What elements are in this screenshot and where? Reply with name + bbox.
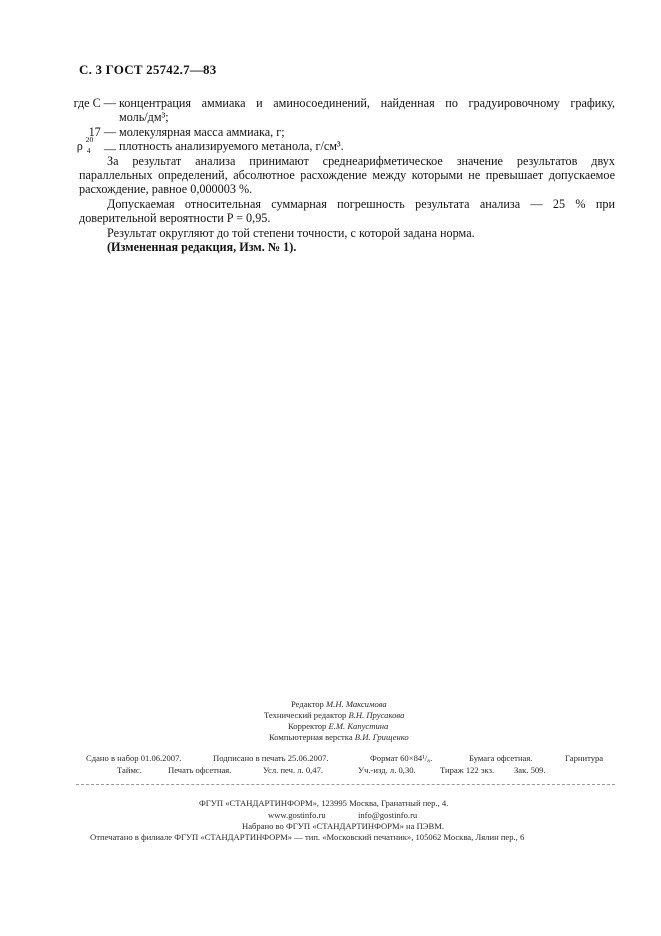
paragraph-result: За результат анализа принимают среднеарифметическое значение результатов двух параллельных определений, абсолютное расхождение между которыми не превышает допускаемое расхождение, равное 0,000003 %.: [79, 153, 615, 197]
credit-tech-editor: Технический редактор В.Н. Прусакова: [264, 710, 405, 720]
print-info-5: Гарнитура: [565, 753, 604, 763]
print-info-2: Подписано в печать 25.06.2007.: [213, 753, 329, 763]
definition-text: молекулярная масса аммиака, г;: [119, 124, 285, 139]
print-info-6: Таймс.: [117, 765, 142, 775]
definition-symbol: 17 —: [88, 124, 116, 139]
print-info-11: Зак. 509.: [514, 765, 546, 775]
publisher-website: www.gostinfo.ru: [268, 810, 326, 820]
rho-symbol: ρ 20 4: [76, 135, 94, 156]
paragraph-error: Допускаемая относительная суммарная погрешность результата анализа — 25 % при доверительной вероятности P = 0,95.: [79, 196, 615, 226]
credit-corrector: Корректор Е.М. Капустина: [288, 721, 389, 731]
credit-layout: Компьютерная верстка В.И. Грищенко: [269, 732, 409, 742]
print-info-7: Печать офсетная.: [168, 765, 232, 775]
definition-density: [76, 135, 615, 157]
definition-text: концентрация аммиака и аминосоединений, найденная по градуировочному графику,: [119, 96, 615, 110]
publisher-address: ФГУП «СТАНДАРТИНФОРМ», 123995 Москва, Гранатный пер., 4.: [199, 798, 449, 808]
print-info-1: Сдано в набор 01.06.2007.: [86, 753, 182, 763]
print-info-9: Уч.-изд. л. 0,30.: [358, 765, 416, 775]
definition-molar-mass: [79, 125, 615, 139]
publisher-email: info@gostinfo.ru: [358, 810, 418, 820]
paragraph-rounding: Результат округляют до той степени точности, с которой задана норма.: [107, 225, 475, 240]
definition-symbol: ρ 20 4 —: [76, 135, 116, 157]
divider-line: [76, 784, 615, 785]
print-info-4: Бумага офсетная.: [469, 753, 533, 763]
print-info-8: Усл. печ. л. 0,47.: [263, 765, 324, 775]
print-info-10: Тираж 122 экз.: [440, 765, 495, 775]
print-info-3: Формат 60×84¹/₈.: [370, 753, 433, 763]
definition-text-cont: моль/дм³;: [119, 110, 169, 125]
definition-symbol: где C —: [73, 96, 116, 110]
page-header: С. 3 ГОСТ 25742.7—83: [79, 62, 217, 77]
credit-editor: Редактор М.Н. Максимова: [291, 699, 387, 709]
definition-text: плотность анализируемого метанола, г/см³.: [119, 139, 344, 154]
publisher-typeset: Набрано во ФГУП «СТАНДАРТИНФОРМ» на ПЭВМ.: [242, 821, 444, 831]
definition-concentration: [73, 96, 615, 125]
main-text: [73, 96, 615, 255]
publisher-printed: Отпечатано в филиале ФГУП «СТАНДАРТИНФОРМ» — тип. «Московский печатник», 105062 Москва, Лялин пер., 6: [90, 832, 525, 842]
revision-note: (Измененная редакция, Изм. № 1).: [107, 240, 297, 255]
